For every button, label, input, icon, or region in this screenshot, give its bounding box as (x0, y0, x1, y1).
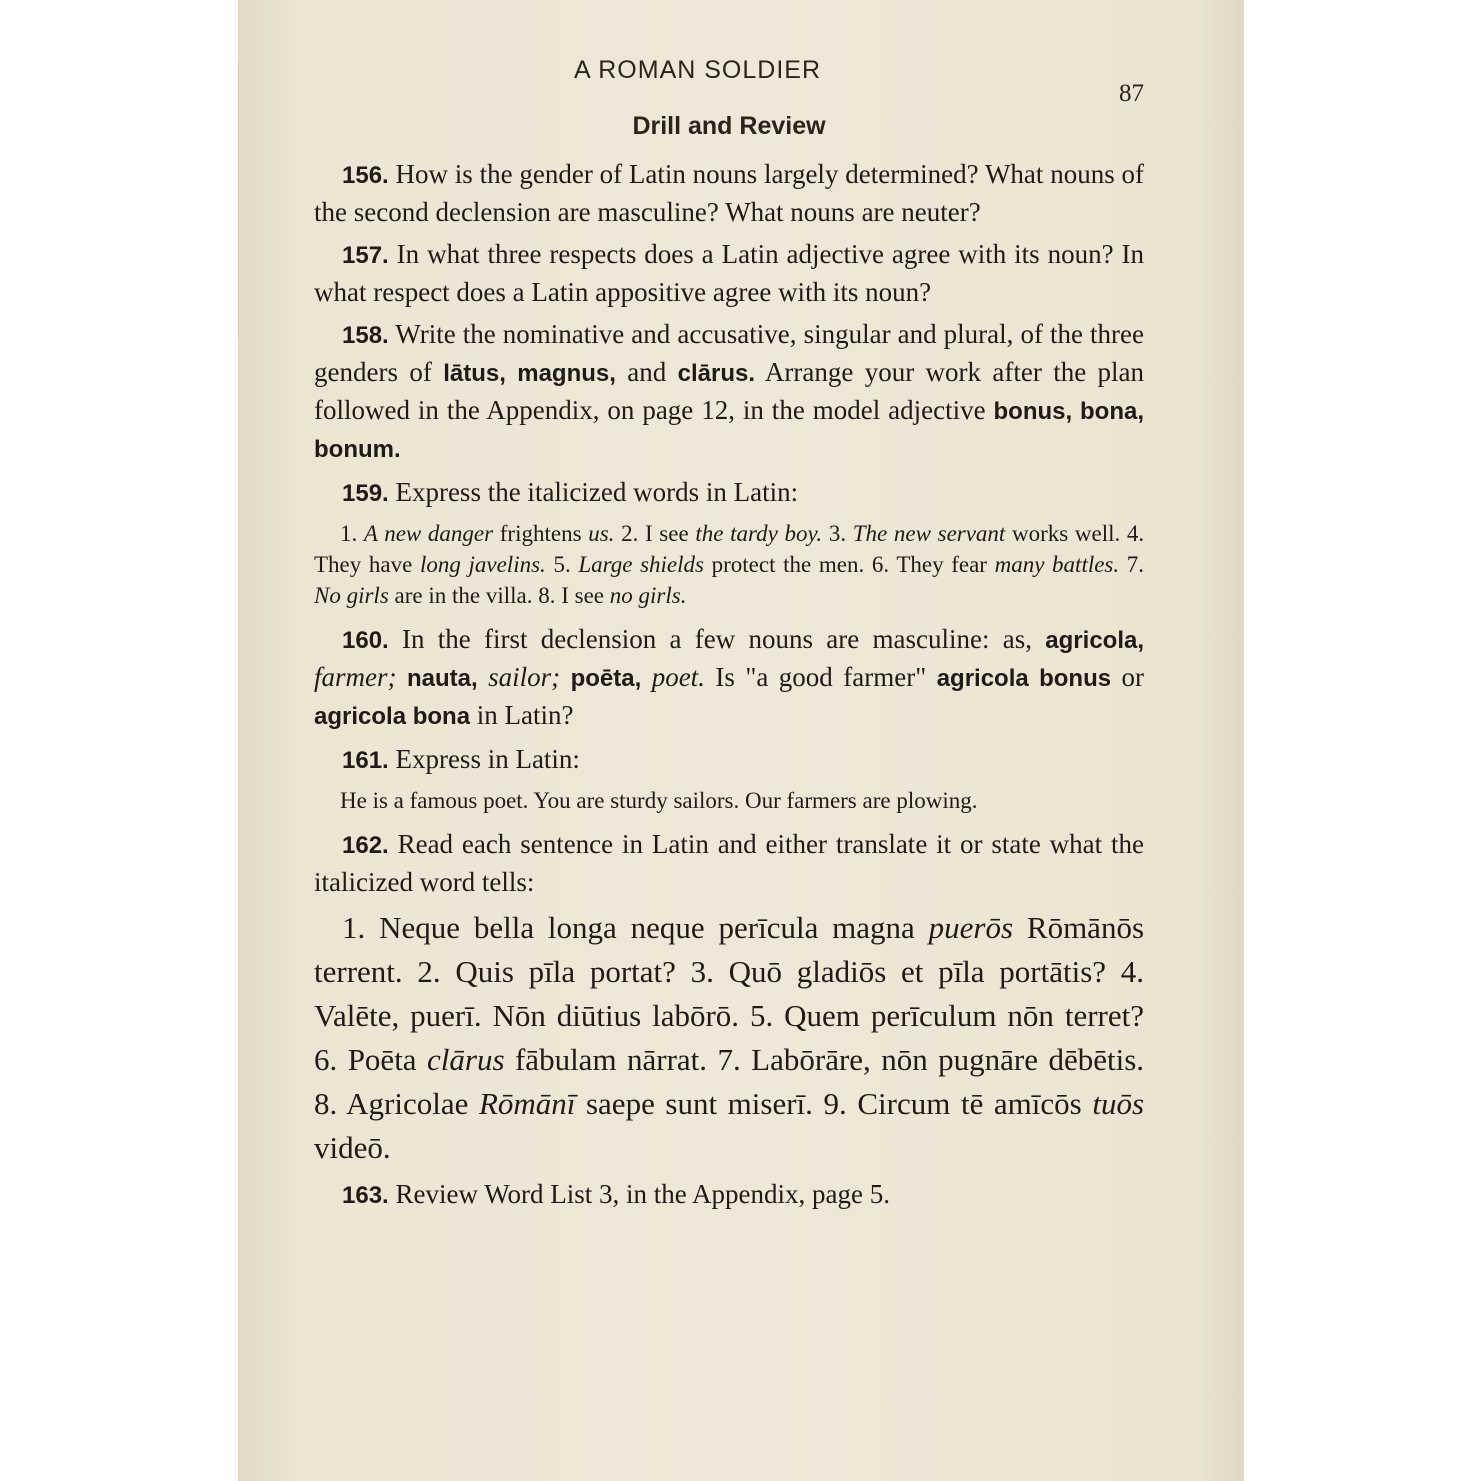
paragraph-text: Express in Latin: (395, 744, 580, 774)
background-left (0, 0, 238, 1481)
italic-text: A new danger (363, 521, 494, 546)
paragraph-157 (314, 236, 1144, 310)
paragraph-text: In the first declension a few nouns are masculine: as, (402, 624, 1033, 654)
paragraph-text: Is "a good farmer" (715, 662, 927, 692)
paragraph-161 (314, 741, 1144, 779)
paragraph-number: 157. (342, 242, 389, 269)
latin-word: bonus, bona, bonum. (314, 398, 1145, 463)
page-number: 87 (1119, 80, 1144, 107)
page-body (314, 156, 1144, 1220)
italic-text: the tardy boy. (695, 521, 823, 546)
paragraph-text: Read each sentence in Latin and either translate it or state what the italicized word tells: (314, 829, 1144, 897)
running-title: A ROMAN SOLDIER (574, 56, 821, 84)
exercise-text: 4. They have (314, 521, 1145, 577)
italic-text: us. (588, 521, 615, 546)
latin-sentence: 9. Circum tē amīcōs (823, 1086, 1082, 1121)
latin-sentence: 1. Neque bella longa neque perīcula magna (342, 910, 915, 945)
italic-text: farmer; (314, 662, 397, 692)
exercise-text: 3. (828, 521, 847, 546)
exercise-text: 1. (340, 521, 358, 546)
italic-text: sailor; (488, 662, 561, 692)
book-page (238, 0, 1244, 1481)
paragraph-160 (314, 621, 1144, 735)
paragraph-text: Review Word List 3, in the Appendix, page 5. (395, 1179, 890, 1209)
exercise-161: He is a famous poet. You are sturdy sailors. Our farmers are plowing. (340, 788, 978, 813)
paragraph-162 (314, 826, 1144, 900)
latin-sentence: 4. Valēte, puerī. Nōn diūtius labōrō. (314, 954, 1145, 1033)
exercise-text: 6. They fear (871, 552, 987, 577)
exercise-text: frightens (499, 521, 582, 546)
exercise-text: 7. (1126, 552, 1145, 577)
latin-word: agricola bona (314, 703, 471, 730)
latin-sentence: 3. Quō gladiōs et pīla portātis? (690, 954, 1107, 989)
paragraph-number: 160. (342, 627, 389, 654)
exercise-text: protect the men. (711, 552, 865, 577)
latin-sentence: 7. Labōrāre, nōn pugnāre dēbētis. (717, 1042, 1145, 1077)
paragraph-159 (314, 474, 1144, 512)
italic-text: clārus (427, 1042, 505, 1077)
italic-text: Rōmānī (478, 1086, 576, 1121)
latin-word: poēta, (570, 665, 642, 692)
latin-sentence: saepe sunt miserī. (585, 1086, 813, 1121)
paragraph-text: How is the gender of Latin nouns largely determined? What nouns of the second declension are masculine? What nouns are neuter? (314, 159, 1144, 227)
italic-text: tuōs (1092, 1086, 1145, 1121)
paragraph-text: Express the italicized words in Latin: (395, 477, 799, 507)
italic-text: No girls (314, 583, 389, 608)
italic-text: many battles. (994, 552, 1120, 577)
italic-text: long javelins. (419, 552, 546, 577)
paragraph-text: in Latin? (476, 700, 574, 730)
exercise-text: 2. I see (621, 521, 689, 546)
margin-marks (238, 60, 277, 340)
latin-word: clārus. (677, 360, 756, 387)
italic-text: The new servant (852, 521, 1006, 546)
paragraph-number: 162. (342, 832, 389, 859)
latin-word: magnus, (517, 360, 616, 387)
italic-text: poet. (651, 662, 705, 692)
running-head (314, 50, 1144, 107)
paragraph-number: 163. (342, 1182, 389, 1209)
latin-word: agricola bonus (936, 665, 1112, 692)
paragraph-text: Write the nominative and accusative, singular and plural, of the three genders of (314, 319, 1145, 387)
exercise-text: 5. (553, 552, 571, 577)
exercise-159 (314, 518, 1144, 611)
paragraph-text: Arrange your work after the plan followed in the Appendix, on page 12, in the model adjective (314, 357, 1145, 425)
paragraph-number: 161. (342, 747, 389, 774)
latin-word: nauta, (406, 665, 478, 692)
paragraph-text: In what three respects does a Latin adjective agree with its noun? In what respect does a Latin appositive agree with its noun? (314, 239, 1145, 307)
paragraph-163 (314, 1176, 1144, 1214)
italic-text: puerōs (928, 910, 1014, 945)
exercise-text: 8. I see (538, 583, 605, 608)
paragraph-156 (314, 156, 1144, 230)
latin-sentence: Rōmānōs terrent. (314, 910, 1145, 989)
latin-word: agricola, (1045, 627, 1145, 654)
section-title: Drill and Review (632, 112, 826, 140)
latin-sentence: 6. Poēta (314, 1042, 417, 1077)
paragraph-number: 159. (342, 480, 389, 507)
latin-sentence: videō. (314, 1130, 391, 1165)
latin-word: lātus, (443, 360, 506, 387)
paragraph-number: 158. (342, 322, 389, 349)
italic-text: no girls. (609, 583, 687, 608)
exercise-text: are in the villa. (394, 583, 533, 608)
paragraph-text: and (627, 357, 667, 387)
paragraph-text: or (1121, 662, 1145, 692)
latin-sentence: fābulam nārrat. (514, 1042, 708, 1077)
latin-sentence: 5. Quem perīculum nōn terret? (749, 998, 1144, 1033)
latin-sentence: 8. Agricolae (314, 1086, 469, 1121)
exercise-text: works well. (1012, 521, 1121, 546)
paragraph-158 (314, 316, 1144, 468)
latin-sentences-162 (314, 906, 1144, 1170)
paragraph-number: 156. (342, 162, 389, 189)
italic-text: Large shields (578, 552, 704, 577)
latin-sentence: 2. Quis pīla portat? (417, 954, 676, 989)
